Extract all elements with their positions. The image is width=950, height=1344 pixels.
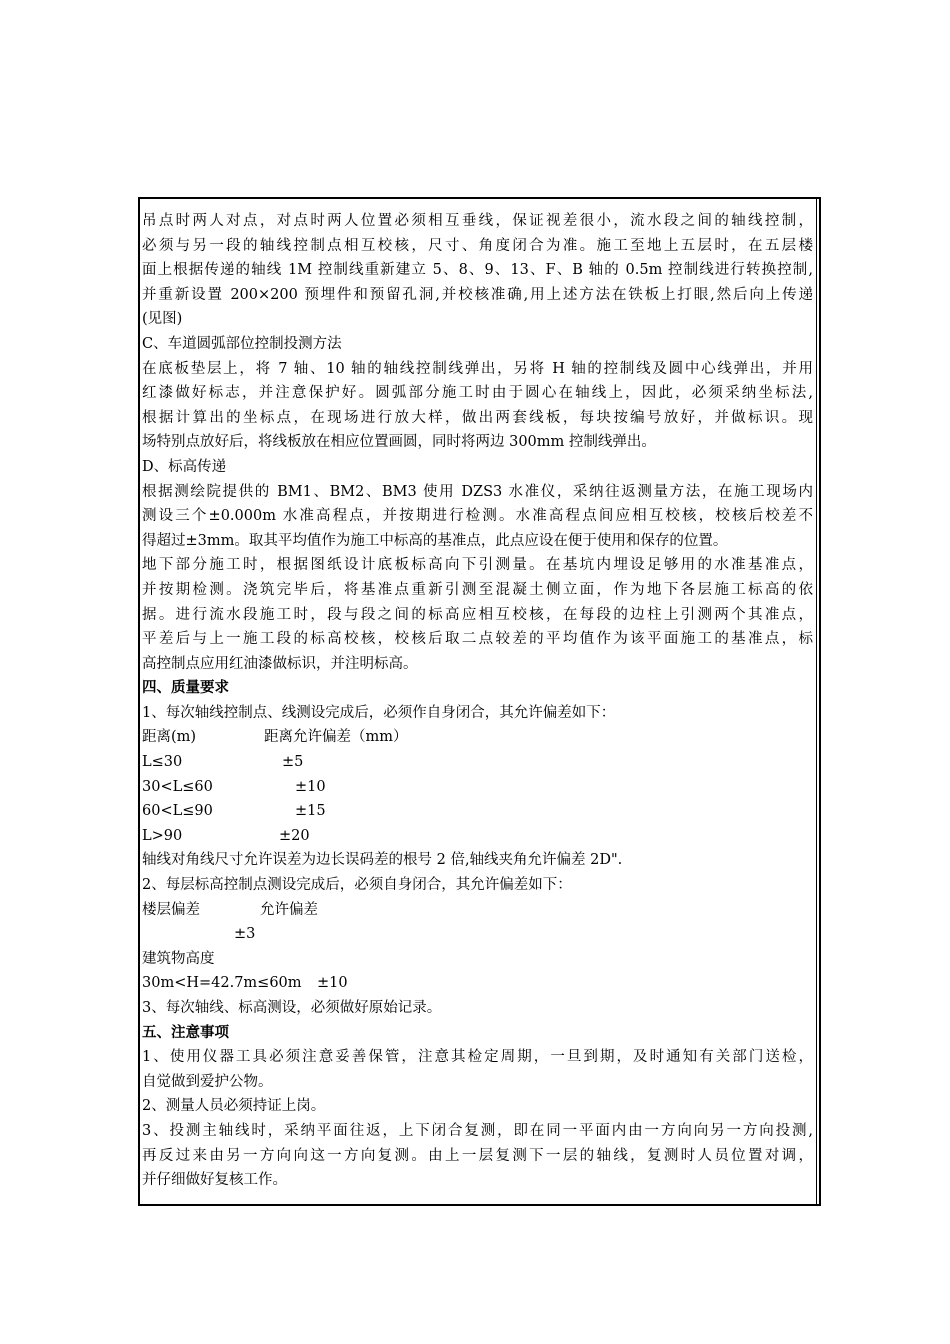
text-line: 并重新设置 200×200 预埋件和预留孔洞,并校核准确,用上述方法在铁板上打眼,然后向上传递 — [142, 286, 813, 303]
section-heading-notes: 五、注意事项 — [142, 1023, 229, 1041]
table-row — [142, 922, 813, 947]
text-line: 平差后与上一施工段的标高校核，校核后取二点较差的平均值作为该平面施工的基准点，标 — [142, 631, 813, 648]
table-header-cell: 允许偏差 — [260, 901, 318, 918]
table-row — [142, 971, 813, 996]
table-cell: ±20 — [279, 827, 310, 844]
text-line: 轴线对角线尺寸允许误差为边长误码差的根号 2 倍,轴线夹角允许偏差 2D". — [142, 852, 623, 869]
document-body — [142, 209, 813, 1193]
table-row — [142, 750, 813, 775]
text-line: (见图) — [142, 311, 183, 328]
table-cell: 30m<H=42.7m≤60m — [142, 975, 302, 992]
text-line: 根据计算出的坐标点，在现场进行放大样，做出两套线板，每块按编号放好，并做标识。现 — [142, 409, 813, 426]
subheading-c: C、车道圆弧部位控制投测方法 — [142, 335, 342, 352]
text-line: 3、每次轴线、标高测设，必须做好原始记录。 — [142, 1000, 442, 1016]
table-cell: ±3 — [234, 926, 256, 943]
table-cell: ±5 — [282, 754, 304, 771]
table-header-cell: 楼层偏差 — [142, 901, 200, 918]
text-line: 面上根据传递的轴线 1M 控制线重新建立 5、8、9、13、F、B 轴的 0.5m 控制线进行转换控制, — [142, 262, 813, 279]
table-cell: ±10 — [317, 975, 348, 992]
text-line: 自觉做到爱护公物。 — [142, 1073, 273, 1090]
table-cell: 30<L≤60 — [142, 778, 213, 795]
table-cell: ±15 — [295, 803, 326, 820]
table-row — [142, 775, 813, 800]
table-row — [142, 824, 813, 849]
table-row-label: 建筑物高度 — [142, 950, 215, 967]
text-line: 测设三个±0.000m 水准高程点，并按期进行检测。水准高程点间应相互校核，校核后校差不 — [142, 508, 813, 525]
text-line: 1、每次轴线控制点、线测设完成后，必须作自身闭合，其允许偏差如下： — [142, 704, 616, 721]
text-line: 根据测绘院提供的 BM1、BM2、BM3 使用 DZS3 水准仪，采纳往返测量方法，在施工现场内 — [142, 483, 813, 500]
text-line: 据。进行流水段施工时，段与段之间的标高应相互校核，在每段的边柱上引测两个其准点， — [142, 606, 813, 623]
text-line: 吊点时两人对点，对点时两人位置必须相互垂线，保证视差很小，流水段之间的轴线控制， — [142, 213, 813, 229]
text-line: 3、投测主轴线时，采纳平面往返，上下闭合复测，即在同一平面内由一方向向另一方向投测, — [142, 1122, 813, 1139]
table-cell: L>90 — [142, 827, 183, 844]
text-line: 必须与另一段的轴线控制点相互校核，尺寸、角度闭合为准。施工至地上五层时，在五层楼 — [142, 237, 813, 254]
document-frame — [138, 197, 821, 1206]
table-row — [142, 799, 813, 824]
text-line: 高控制点应用红油漆做标识，并注明标高。 — [142, 655, 418, 672]
text-line: 场特别点放好后，将线板放在相应位置画圆，同时将两边 300mm 控制线弹出。 — [142, 434, 656, 451]
table-cell: L≤30 — [142, 754, 183, 771]
text-line: 红漆做好标志，并注意保护好。圆弧部分施工时由于圆心在轴线上，因此，必须采纳坐标法, — [142, 385, 813, 402]
text-line: 并按期检测。浇筑完毕后，将基准点重新引测至混凝土侧立面，作为地下各层施工标高的依 — [142, 581, 813, 598]
table-header-cell: 距离(m) — [142, 729, 197, 746]
subheading-d: D、标高传递 — [142, 458, 227, 475]
text-line: 并仔细做好复核工作。 — [142, 1172, 287, 1189]
table-header-cell: 距离允许偏差（mm） — [264, 729, 408, 746]
text-line: 2、每层标高控制点测设完成后，必须自身闭合，其允许偏差如下： — [142, 877, 572, 894]
tolerance-table-header — [142, 898, 813, 923]
tolerance-table-header — [142, 725, 813, 750]
text-line: 2、测量人员必须持证上岗。 — [142, 1098, 326, 1115]
text-line: 1、使用仪器工具必须注意妥善保管，注意其检定周期，一旦到期，及时通知有关部门送检， — [142, 1049, 813, 1066]
text-line: 再反过来由另一方向向这一方向复测。由上一层复测下一层的轴线，复测时人员位置对调， — [142, 1147, 813, 1164]
text-line: 得超过±3mm。取其平均值作为施工中标高的基准点，此点应设在便于使用和保存的位置。 — [142, 532, 728, 549]
table-cell: ±10 — [295, 778, 326, 795]
table-cell: 60<L≤90 — [142, 803, 213, 820]
text-line: 地下部分施工时，根据图纸设计底板标高向下引测量。在基坑内埋设足够用的水准基准点， — [142, 557, 813, 574]
section-heading-quality: 四、质量要求 — [142, 679, 229, 697]
text-line: 在底板垫层上，将 7 轴、10 轴的轴线控制线弹出，另将 H 轴的控制线及圆中心线弹出，并用 — [142, 360, 813, 377]
